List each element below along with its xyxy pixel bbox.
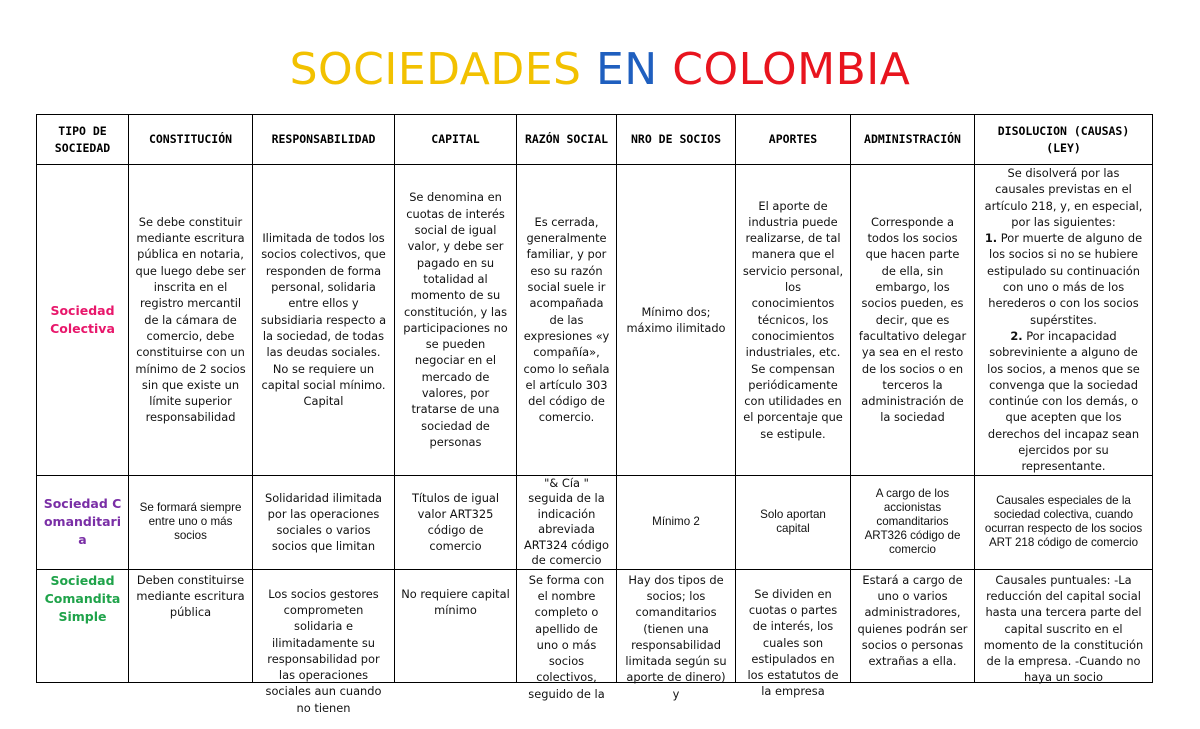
cell-nro-socios: Mínimo dos; máximo ilimitado (617, 165, 736, 476)
row-type-comanditaria: Sociedad Comanditaria (37, 475, 129, 569)
header-tipo: TIPO DE SOCIEDAD (37, 115, 129, 165)
cell-aportes: Solo aportan capital (736, 475, 851, 569)
cell-responsabilidad-text: Ilimitada de todos los socios colectivos, que responden de forma personal, solidaria entre ellos y subsidiaria respecto a la sociedad, de todas las deudas sociales. No se requiere un capital social mínimo. (260, 231, 387, 392)
table-header-row (37, 115, 1153, 165)
cell-responsabilidad-text: Los socios gestores comprometen solidaria e ilimitadamente su responsabilidad por las operaciones sociales aun cuando no tienen (265, 586, 382, 715)
table-row (37, 475, 1153, 569)
header-administracion: ADMINISTRACIÓN (851, 115, 975, 165)
cell-administracion (851, 569, 975, 682)
header-razon-social: RAZÓN SOCIAL (517, 115, 617, 165)
cell-razon-social (517, 569, 617, 701)
cell-disolucion: Causales especiales de la sociedad colectiva, cuando ocurran respecto de los socios ART 218 código de comercio (975, 475, 1153, 569)
header-capital: CAPITAL (395, 115, 517, 165)
cell-aportes (736, 569, 851, 699)
cell-capital: Títulos de igual valor ART325 código de comercio (395, 475, 517, 569)
disolucion-intro: Se disolverá por las causales previstas en el artículo 218, y, en especial, por las siguientes: (984, 166, 1143, 229)
header-responsabilidad: RESPONSABILIDAD (253, 115, 395, 165)
header-nro-socios: NRO DE SOCIOS (617, 115, 736, 165)
cell-capital: Se denomina en cuotas de interés social de igual valor, y debe ser pagado en su totalidad al momento de su constitución, y las participaciones no se pueden negociar en el mercado de valores, por tratarse de una sociedad de personas (395, 165, 517, 476)
disolucion-item-2 (981, 328, 1146, 475)
cell-disolucion-text: Causales puntuales: -La reducción del capital social hasta una tercera parte del capital suscrito en el momento de la constitución de la empresa. -Cuando no haya un socio (983, 572, 1144, 685)
cell-razon-social: Es cerrada, generalmente familiar, y por eso su razón social suele ir acompañada de las expresiones «y compañía», como lo señala el artículo 303 del código de comercio. (517, 165, 617, 476)
cell-administracion: A cargo de los accionistas comanditarios ART326 código de comercio (851, 475, 975, 569)
cell-constitucion-text: Deben constituirse mediante escritura pública (136, 572, 245, 620)
row-type-comandita-simple: Sociedad Comandita Simple (37, 569, 129, 682)
cell-nro-socios: Mínimo 2 (617, 475, 736, 569)
title-word-en: EN (596, 44, 658, 95)
cell-razon-social-text: Se forma con el nombre completo o apellido de uno o más socios colectivos, seguido de la (528, 572, 605, 701)
disolucion-item-2-text: Por incapacidad sobreviniente a alguno de los socios, a menos que se convenga que la sociedad continúe con los demás, o que acepten que los derechos del incapaz sean ejercidos por su representante. (987, 328, 1140, 474)
cell-capital (395, 569, 517, 682)
cell-disolucion (975, 569, 1153, 685)
table-row (37, 569, 1153, 682)
cell-constitucion: Se formará siempre entre uno o más socios (129, 475, 253, 569)
societies-table (36, 114, 1153, 715)
header-disolucion: DISOLUCION (CAUSAS) (LEY) (975, 115, 1153, 165)
cell-aportes: El aporte de industria puede realizarse, de tal manera que el servicio personal, los conocimientos técnicos, los conocimientos industriales, etc. Se compensan periódicamente con utilidades en el porcentaje que se estipule. (736, 165, 851, 476)
cell-responsabilidad-capital: Capital (303, 394, 344, 409)
title-word-sociedades: SOCIEDADES (289, 44, 582, 95)
cell-responsabilidad (253, 569, 395, 715)
cell-administracion-text: Estará a cargo de uno o varios administradores, quienes podrán ser socios o personas extrañas a ella. (857, 572, 968, 669)
cell-nro-socios (617, 569, 736, 701)
title-word-colombia: COLOMBIA (672, 44, 911, 95)
disolucion-item-1 (981, 230, 1146, 328)
cell-razon-social: "& Cía " seguida de la indicación abreviada ART324 código de comercio (517, 475, 617, 569)
cell-capital-text: No requiere capital mínimo (401, 586, 510, 617)
disolucion-item-1-number: 1. (984, 231, 998, 246)
cell-responsabilidad (253, 165, 395, 476)
page-title (0, 40, 1200, 100)
cell-disolucion (975, 165, 1153, 476)
cell-constitucion (129, 569, 253, 682)
cell-nro-socios-text: Hay dos tipos de socios; los comanditarios (tienen una responsabilidad limitada según su aporte de dinero) y (625, 572, 727, 701)
cell-constitucion: Se debe constituir mediante escritura pública en notaria, que luego debe ser inscrita en el registro mercantil de la cámara de comercio, debe constituirse con un mínimo de 2 socios sin que existe un límite superior responsabilidad (129, 165, 253, 476)
cell-administracion: Corresponde a todos los socios que hacen parte de ella, sin embargo, los socios pueden, es decir, que es facultativo delegar ya sea en el resto de los socios o en terceros la administración de la sociedad (851, 165, 975, 476)
cell-aportes-text: Se dividen en cuotas o partes de interés, los cuales son estipulados en los estatutos de la empresa (747, 586, 839, 699)
disolucion-item-2-number: 2. (1010, 328, 1023, 343)
cell-responsabilidad: Solidaridad ilimitada por las operaciones sociales o varios socios que limitan (253, 475, 395, 569)
row-type-colectiva: Sociedad Colectiva (37, 165, 129, 476)
table-row (37, 165, 1153, 476)
header-constitucion: CONSTITUCIÓN (129, 115, 253, 165)
disolucion-item-1-text: Por muerte de alguno de los socios si no se hubiere estipulado su continuación con uno o más de los herederos o con los socios supérstites. (987, 231, 1143, 327)
header-aportes: APORTES (736, 115, 851, 165)
